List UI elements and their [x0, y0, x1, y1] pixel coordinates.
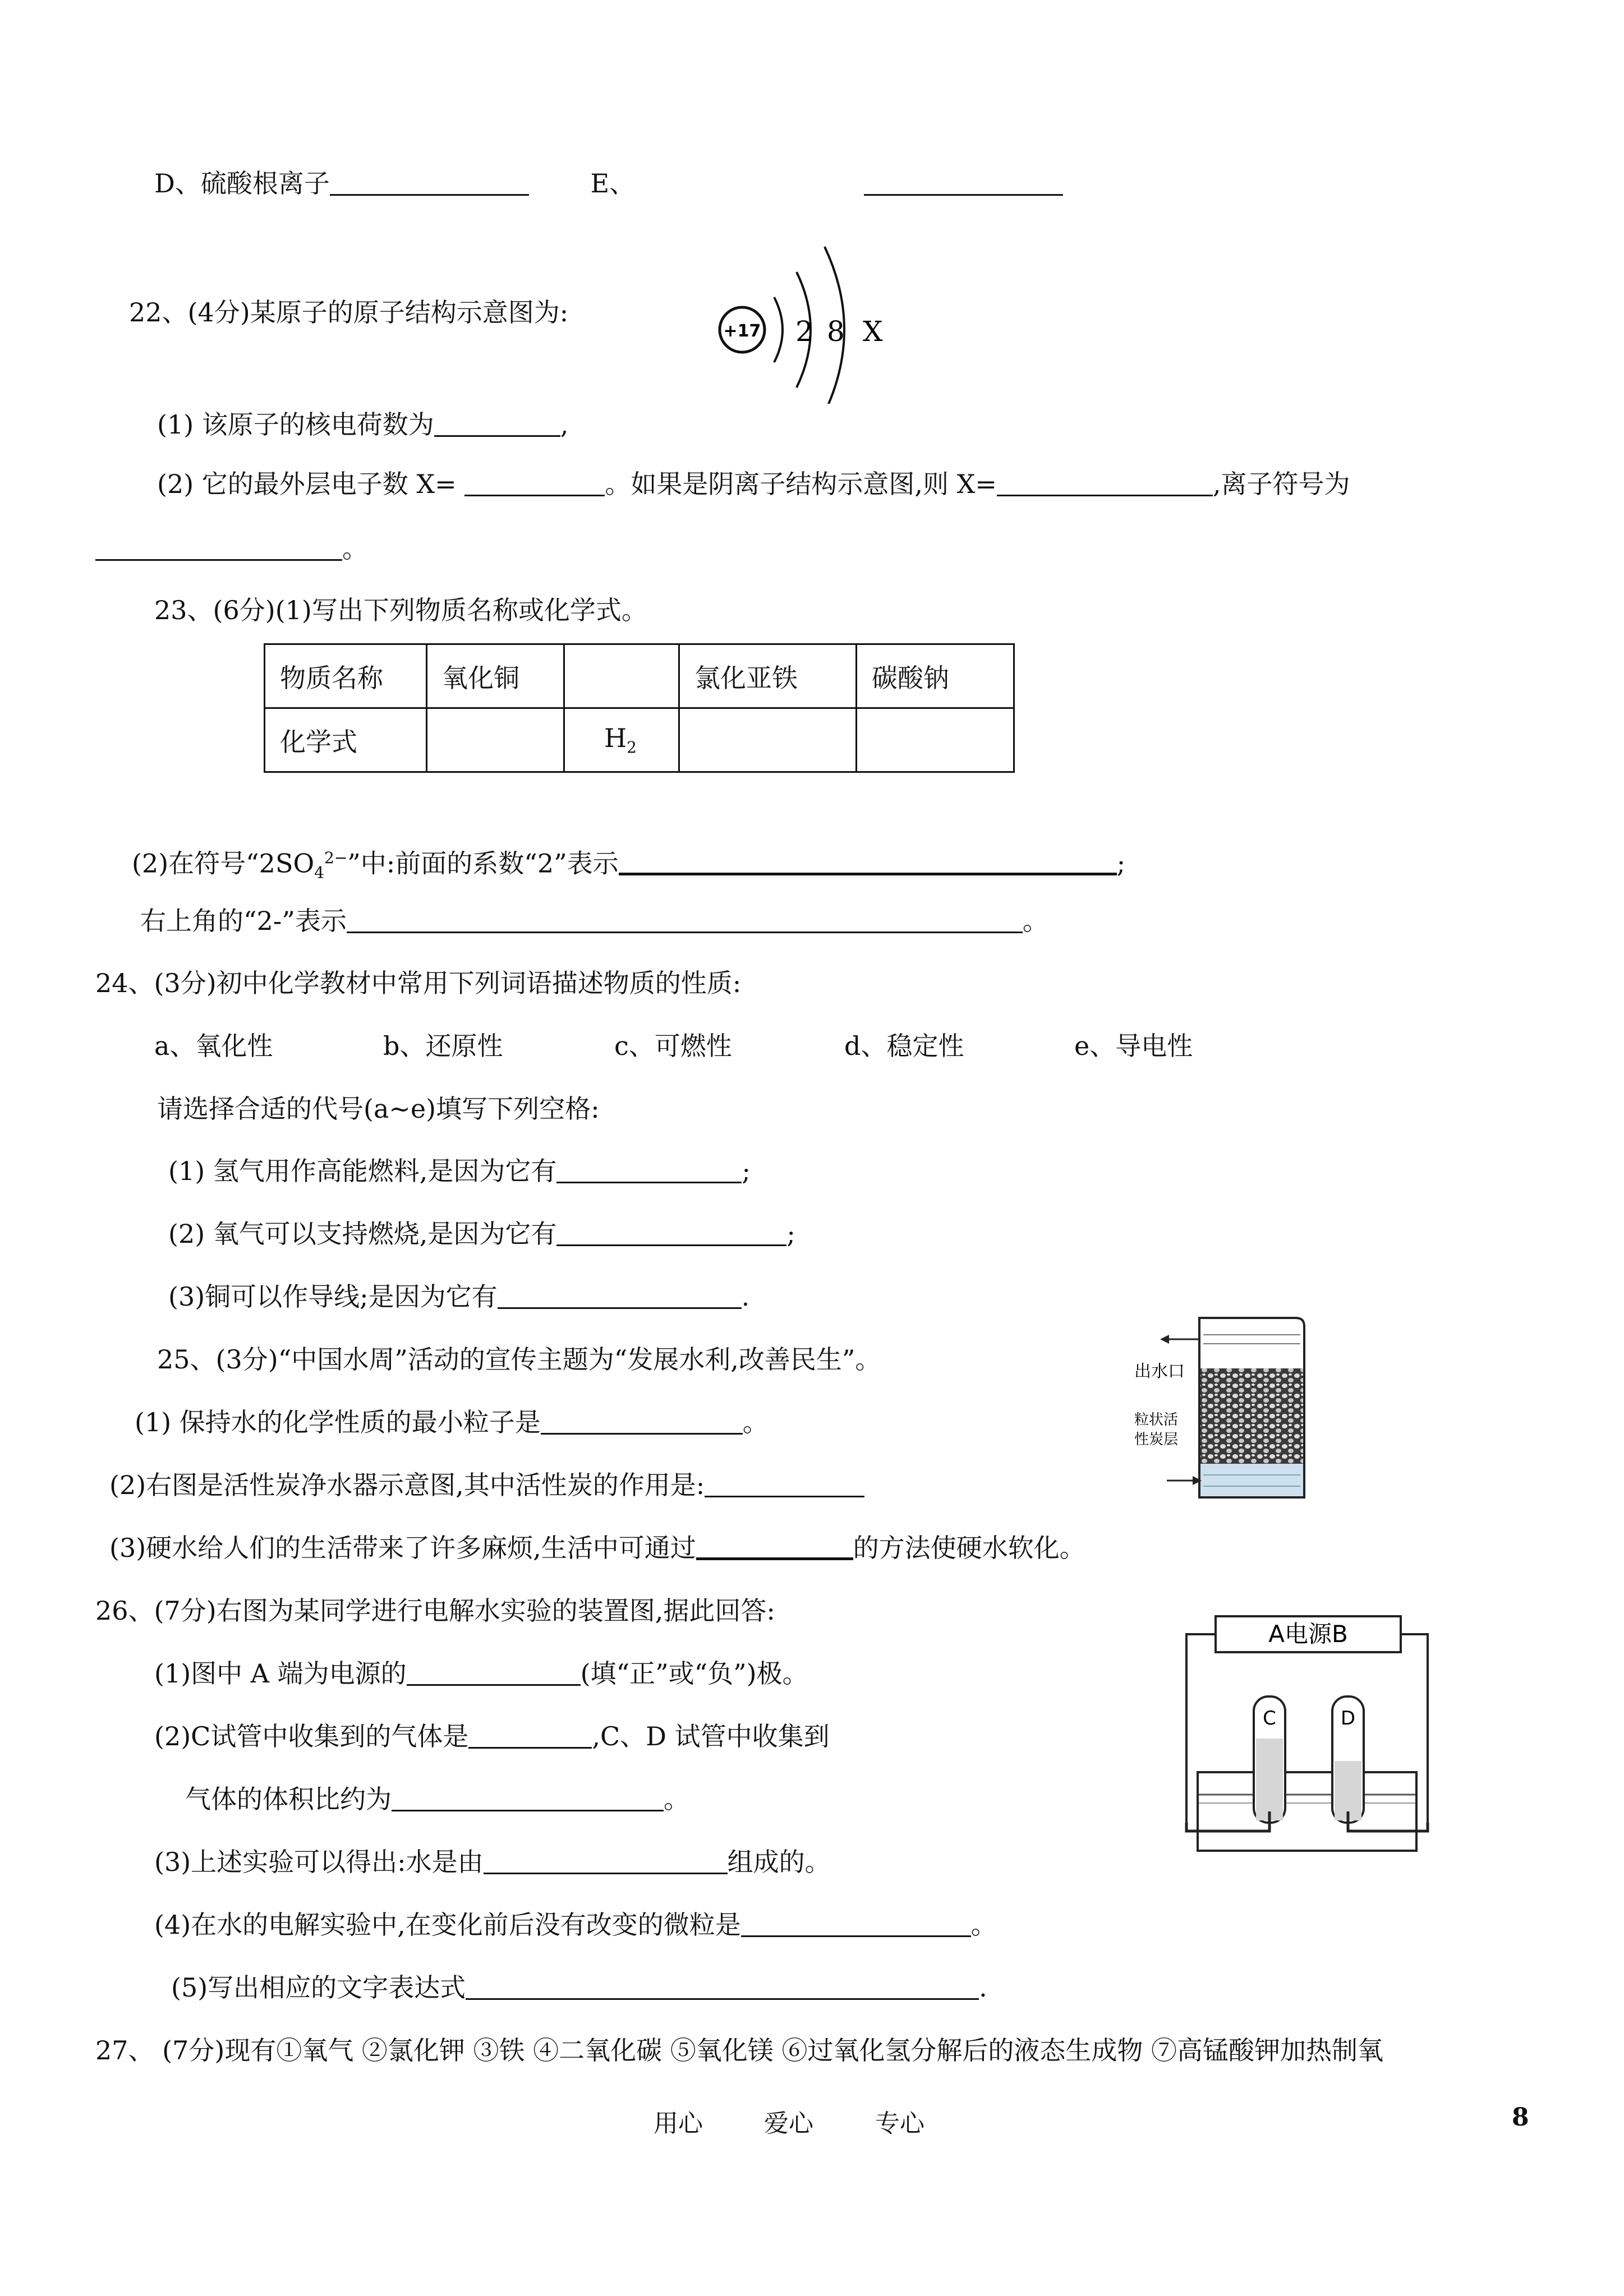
q25-stem: 25、(3分)“中国水周”活动的宣传主题为“发展水利,改善民生”。: [157, 1344, 881, 1375]
table-cell: 碳酸钠: [857, 644, 1014, 708]
layer-label-1: 粒状活: [1134, 1412, 1179, 1428]
q26-s1: (1)图中 A 端为电源的 (填“正”或“负”)极。: [154, 1658, 808, 1689]
q24-s1-blank[interactable]: [556, 1159, 742, 1183]
q24-s3-blank[interactable]: [498, 1285, 742, 1309]
q23-stem: 23、(6分)(1)写出下列物质名称或化学式。: [154, 595, 647, 625]
q22-x-blank[interactable]: [464, 472, 605, 496]
carbon-filter-figure: [1133, 1312, 1313, 1514]
table-row: [265, 644, 1014, 708]
table-cell: 氯化亚铁: [679, 644, 857, 708]
q24-option: e、导电性: [1074, 1031, 1193, 1061]
tube-c-label: C: [1263, 1707, 1276, 1730]
q26-pole-blank[interactable]: [407, 1662, 581, 1686]
q26-composition-blank[interactable]: [484, 1850, 728, 1874]
table-cell: 物质名称: [265, 644, 427, 708]
table-cell: $H_2$: [564, 708, 679, 772]
q26-stem: 26、(7分)右图为某同学进行电解水实验的装置图,据此回答:: [95, 1596, 775, 1626]
nucleus-charge: +17: [723, 321, 761, 341]
table-cell[interactable]: [564, 644, 679, 708]
table-cell[interactable]: [427, 708, 564, 772]
outlet-label: 出水口: [1134, 1362, 1185, 1381]
table-row: [265, 708, 1014, 772]
page-number: 8: [1512, 2103, 1529, 2132]
footer-motto-2: 爱心: [764, 2109, 813, 2138]
q22-p1: (1) 该原子的核电荷数为 ,: [157, 409, 569, 440]
q25-s2-blank[interactable]: [705, 1473, 864, 1497]
water-bottom: [1200, 1464, 1303, 1496]
q25-s2: (2)右图是活性炭净水器示意图,其中活性炭的作用是:: [109, 1468, 864, 1502]
q24-s3: (3)铜可以作导线;是因为它有 .: [168, 1281, 750, 1312]
carbon-layer: [1200, 1368, 1303, 1464]
substance-table: [264, 643, 1015, 773]
q22-stem: 22、(4分)某原子的原子结构示意图为:: [129, 297, 569, 328]
q23-p3: 右上角的“2-”表示 。: [140, 906, 1048, 936]
tube-d-label: D: [1340, 1707, 1356, 1730]
shell-3-electrons: X: [863, 315, 883, 348]
q22-p2: (2) 它的最外层电子数 X= 。如果是阴离子结构示意图,则 X= ,离子符号为: [157, 469, 1350, 499]
table-cell[interactable]: [857, 708, 1014, 772]
footer-motto-1: 用心: [654, 2109, 703, 2138]
q24-option: c、可燃性: [614, 1031, 732, 1061]
layer-label-2: 性炭层: [1134, 1431, 1179, 1448]
q26-expression-blank[interactable]: [466, 1976, 979, 2000]
q24-stem: 24、(3分)初中化学教材中常用下列词语描述物质的性质:: [95, 968, 742, 998]
q23-coefficient-blank[interactable]: [619, 850, 1117, 875]
q25-s1-blank[interactable]: [541, 1410, 743, 1435]
q21-line: [154, 167, 635, 200]
q21-d-label: D、硫酸根离子: [154, 168, 330, 199]
atom-structure-diagram: [712, 236, 926, 404]
q26-ratio-blank[interactable]: [392, 1787, 664, 1811]
q26-s3: (3)上述实验可以得出:水是由 组成的。: [154, 1847, 831, 1877]
q26-gas-blank[interactable]: [468, 1725, 592, 1749]
q22-anion-x-blank[interactable]: [997, 472, 1213, 496]
footer-motto-3: 专心: [875, 2109, 924, 2138]
q24-s2: (2) 氧气可以支持燃烧,是因为它有 ;: [168, 1219, 795, 1249]
q24-instruction: 请选择合适的代号(a~e)填写下列空格:: [157, 1094, 600, 1124]
q24-s1: (1) 氢气用作高能燃料,是因为它有 ;: [168, 1156, 751, 1186]
q25-s3-blank[interactable]: [696, 1535, 853, 1560]
q26-s5: (5)写出相应的文字表达式 .: [171, 1972, 987, 2003]
q25-s1: (1) 保持水的化学性质的最小粒子是 。: [135, 1407, 769, 1437]
shell-arc-1: [774, 297, 783, 362]
q21-e-label: E、: [590, 168, 636, 199]
shell-1-electrons: 2: [795, 315, 813, 348]
q22-p2-cont: 。: [95, 532, 368, 565]
q26-s4: (4)在水的电解实验中,在变化前后没有改变的微粒是 。: [154, 1910, 997, 1940]
table-cell[interactable]: [679, 708, 857, 772]
q25-s3: (3)硬水给人们的生活带来了许多麻烦,生活中可通过 的方法使硬水软化。: [109, 1533, 1085, 1563]
shell-2-electrons: 8: [827, 315, 845, 348]
q21-e-blank[interactable]: [864, 172, 1063, 196]
q24-s2-blank[interactable]: [556, 1222, 786, 1246]
water-trough: [1198, 1772, 1416, 1851]
q24-option: b、还原性: [383, 1031, 503, 1061]
q23-p2: (2)在符号“$2SO_4^{2-}$”中:前面的系数“2”表示 ;: [132, 848, 1126, 882]
table-cell: 氧化铜: [427, 644, 564, 708]
q26-particle-blank[interactable]: [741, 1913, 971, 1937]
q27-stem: 27、 (7分)现有①氧气 ②氯化钾 ③铁 ④二氧化碳 ⑤氧化镁 ⑥过氧化氢分解后的液态生成物 ⑦高锰酸钾加热制氧: [95, 2035, 1384, 2066]
q24-option: d、稳定性: [844, 1031, 964, 1061]
q23-superscript-blank[interactable]: [347, 909, 1023, 933]
q21-e-blank-wrap: [864, 167, 1063, 200]
q26-s2: (2)C试管中收集到的气体是 ,C、D 试管中收集到: [154, 1721, 830, 1751]
q24-option: a、氧化性: [154, 1031, 273, 1061]
table-cell: 化学式: [265, 708, 427, 772]
electrolysis-figure: [1164, 1610, 1467, 1873]
q21-d-blank[interactable]: [330, 172, 529, 196]
power-source-label: A电源B: [1268, 1620, 1348, 1648]
q22-charge-blank[interactable]: [434, 413, 560, 437]
q26-s2b: 气体的体积比约为 。: [185, 1784, 689, 1814]
q22-ion-symbol-blank[interactable]: [95, 537, 342, 561]
